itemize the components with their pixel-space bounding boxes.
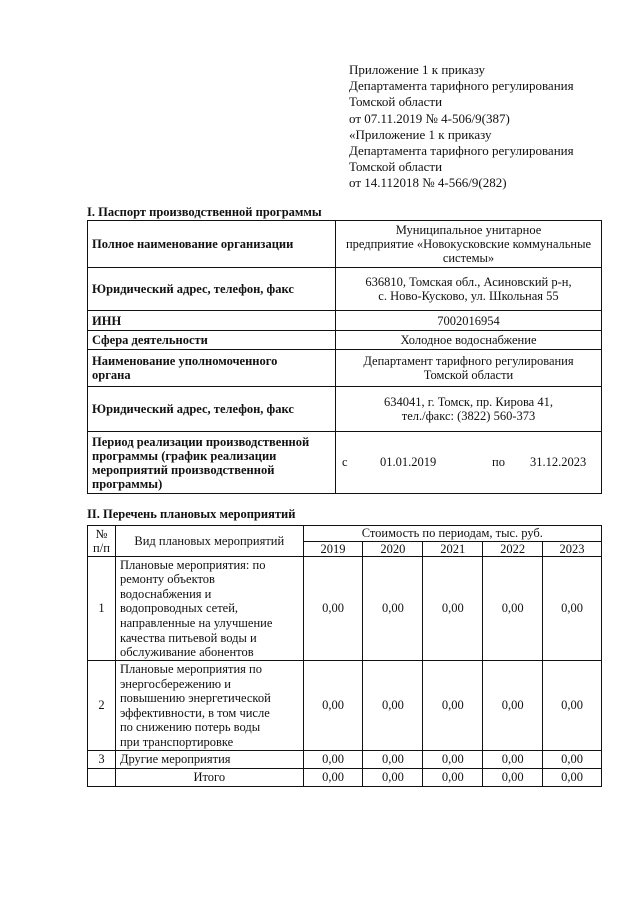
name-line: качества питьевой воды и — [119, 630, 257, 645]
period-to-date: 31.12.2023 — [530, 455, 587, 469]
name-line: по снижению потерь воды — [119, 720, 261, 735]
header-line: Департамента тарифного регулирования — [349, 143, 574, 159]
row-value: Холодное водоснабжение — [336, 331, 602, 350]
total-label: Итого — [115, 769, 303, 787]
cost-cell: 0,00 — [483, 557, 543, 661]
order-annex-header — [349, 62, 619, 192]
passport-table — [87, 220, 602, 494]
cost-cell: 0,00 — [363, 661, 423, 751]
section-2-title: II. Перечень плановых мероприятий — [87, 507, 296, 521]
cost-cell: 0,00 — [483, 751, 543, 769]
total-cell: 0,00 — [423, 769, 483, 787]
label-line: Период реализации производственной — [92, 434, 310, 449]
row-number: 1 — [88, 557, 116, 661]
row-value — [336, 350, 602, 387]
table-row — [88, 387, 602, 432]
value-line: с. Ново-Кусково, ул. Школьная 55 — [378, 289, 559, 303]
name-line: направленные на улучшение — [119, 615, 273, 630]
row-label: Сфера деятельности — [88, 331, 336, 350]
label-line: Наименование уполномоченного — [92, 354, 278, 368]
activity-name: Другие мероприятия — [115, 751, 303, 769]
name-line: обслуживание абонентов — [119, 645, 254, 660]
total-cell: 0,00 — [303, 769, 363, 787]
year-header: 2021 — [423, 541, 483, 557]
activity-type-header: Вид плановых мероприятий — [115, 526, 303, 557]
empty-cell — [88, 769, 116, 787]
name-line: эффективности, в том числе — [119, 705, 270, 720]
header-line: № — [95, 526, 108, 541]
row-value — [336, 268, 602, 311]
year-header: 2023 — [543, 541, 602, 557]
value-line: Департамент тарифного регулирования — [363, 354, 574, 368]
label-line: мероприятий производственной — [92, 462, 275, 477]
row-label: ИНН — [88, 311, 336, 331]
name-line: повышению энергетической — [119, 691, 271, 706]
period-from-date: 01.01.2019 — [380, 455, 437, 469]
year-header: 2020 — [363, 541, 423, 557]
cost-cell: 0,00 — [363, 557, 423, 661]
cost-cell: 0,00 — [303, 751, 363, 769]
header-line: Приложение 1 к приказу — [349, 62, 486, 77]
total-cell: 0,00 — [363, 769, 423, 787]
header-line: п/п — [93, 541, 110, 556]
header-line: от 07.11.2019 № 4-506/9(387) — [349, 110, 510, 126]
num-header — [88, 526, 116, 557]
total-cell: 0,00 — [483, 769, 543, 787]
header-line: Томской области — [349, 94, 443, 110]
row-label: Юридический адрес, телефон, факс — [88, 387, 336, 432]
activity-name — [115, 557, 303, 661]
table-row — [88, 432, 602, 494]
row-value: 7002016954 — [336, 311, 602, 331]
label-line: программы (график реализации — [92, 448, 277, 463]
row-label — [88, 350, 336, 387]
cost-cell: 0,00 — [543, 557, 602, 661]
cost-cell: 0,00 — [423, 661, 483, 751]
cost-cell: 0,00 — [423, 751, 483, 769]
row-number: 2 — [88, 661, 116, 751]
cost-cell: 0,00 — [543, 661, 602, 751]
cost-cell: 0,00 — [483, 661, 543, 751]
row-number: 3 — [88, 751, 116, 769]
name-line: водоснабжения и — [119, 586, 212, 601]
cost-cell: 0,00 — [543, 751, 602, 769]
name-line: энергосбережению и — [119, 676, 231, 691]
table-row — [88, 311, 602, 331]
table-header-row — [88, 526, 602, 542]
planned-activities-table — [87, 525, 602, 787]
name-line: ремонту объектов — [119, 572, 215, 587]
cost-header: Стоимость по периодам, тыс. руб. — [303, 526, 601, 542]
activity-name — [115, 661, 303, 751]
total-row — [88, 769, 602, 787]
cost-cell: 0,00 — [363, 751, 423, 769]
period-to-word: по — [492, 455, 505, 469]
table-row — [88, 751, 602, 769]
table-row — [88, 221, 602, 268]
table-row — [88, 661, 602, 751]
name-line: водопроводных сетей, — [119, 601, 239, 616]
cost-cell: 0,00 — [423, 557, 483, 661]
header-line: «Приложение 1 к приказу — [349, 126, 492, 142]
value-line: системы» — [442, 251, 495, 265]
value-line: Томской области — [423, 368, 514, 382]
total-cell: 0,00 — [543, 769, 602, 787]
header-line: Департамента тарифного регулирования — [349, 78, 574, 94]
label-line: органа — [92, 368, 131, 382]
period-from-word: с — [342, 455, 348, 469]
name-line: при транспортировке — [119, 734, 234, 749]
value-line: 636810, Томская обл., Асиновский р-н, — [365, 275, 572, 289]
year-header: 2022 — [483, 541, 543, 557]
header-line: от 14.112018 № 4-566/9(282) — [349, 175, 507, 191]
label-line: программы) — [92, 476, 163, 491]
row-label — [88, 432, 336, 494]
value-line: Муниципальное унитарное — [395, 223, 542, 237]
cost-cell: 0,00 — [303, 557, 363, 661]
table-row — [88, 350, 602, 387]
row-label: Полное наименование организации — [88, 221, 336, 268]
table-row — [88, 331, 602, 350]
value-line: тел./факс: (3822) 560-373 — [401, 409, 536, 423]
row-value — [336, 221, 602, 268]
value-line: 634041, г. Томск, пр. Кирова 41, — [384, 395, 553, 409]
value-line: предприятие «Новокусковские коммунальные — [345, 237, 592, 251]
row-label: Юридический адрес, телефон, факс — [88, 268, 336, 311]
name-line: Плановые мероприятия: по — [119, 557, 266, 572]
period-value — [336, 432, 602, 494]
cost-cell: 0,00 — [303, 661, 363, 751]
table-row — [88, 557, 602, 661]
header-line: Томской области — [349, 159, 443, 175]
section-1-title: I. Паспорт производственной программы — [87, 205, 322, 219]
table-row — [88, 268, 602, 311]
name-line: Плановые мероприятия по — [119, 661, 262, 676]
year-header: 2019 — [303, 541, 363, 557]
row-value — [336, 387, 602, 432]
